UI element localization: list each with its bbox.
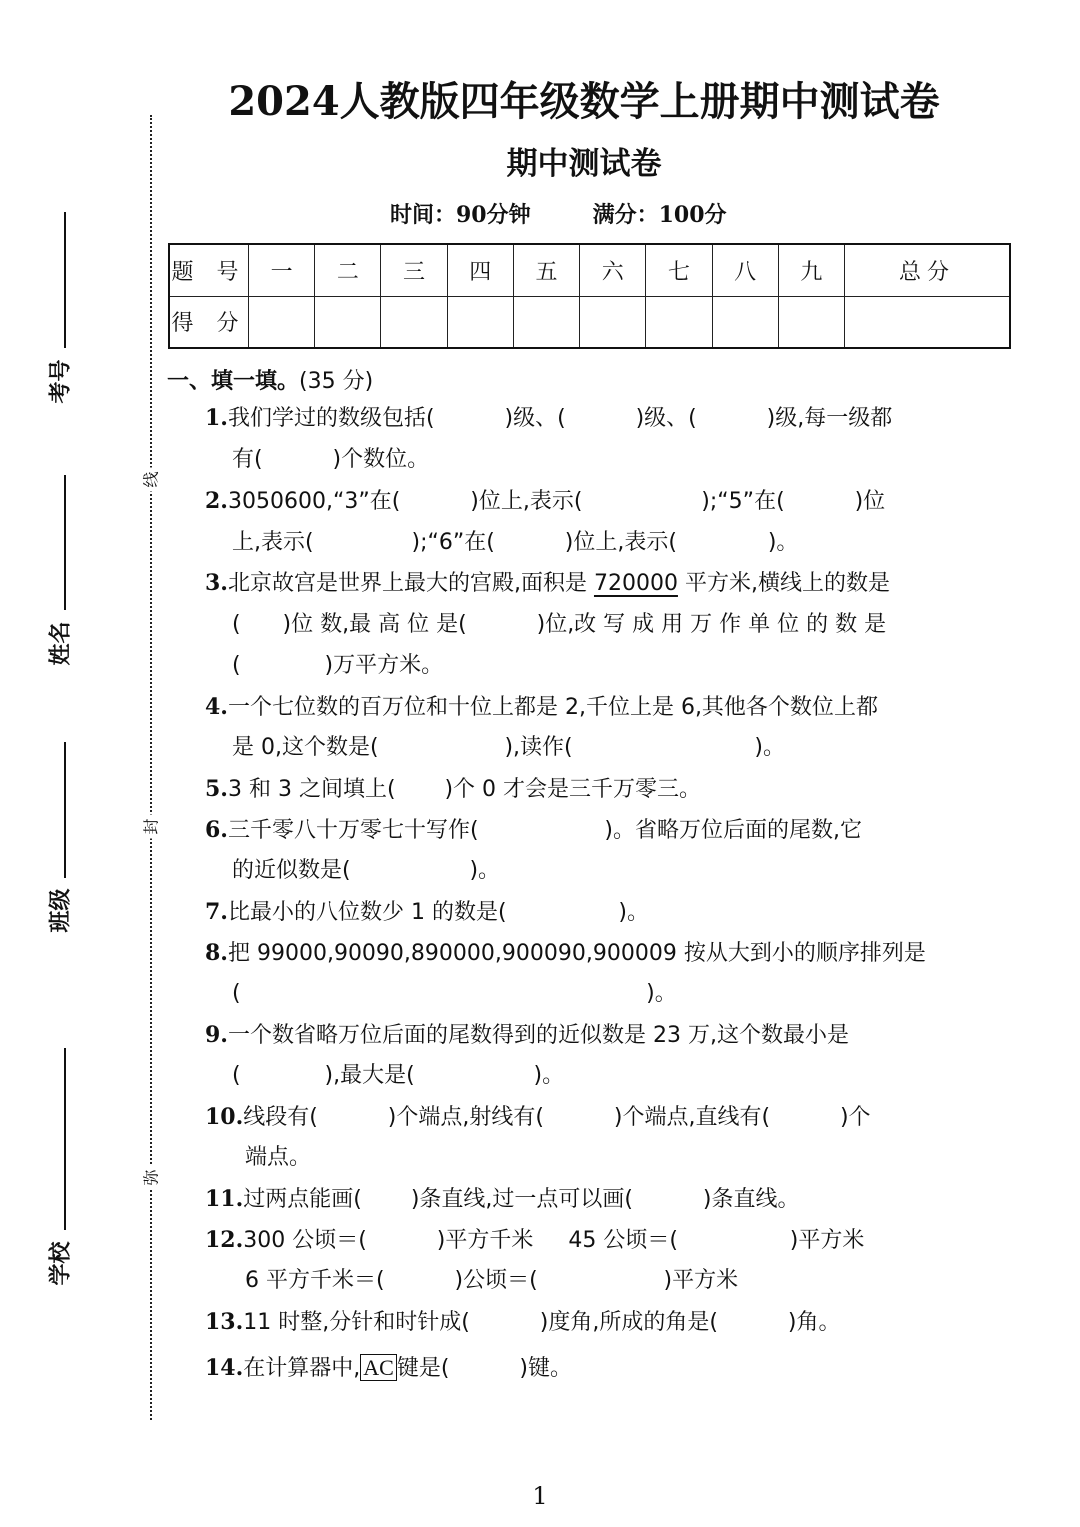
exam-number-field-line[interactable] [64, 212, 66, 348]
page-title: 2024人教版四年级数学上册期中测试卷 [228, 78, 940, 125]
row-header-score: 得 分 [169, 296, 249, 348]
question-8-cont [232, 983, 677, 1005]
question-text: 键是( )键。 [396, 1356, 572, 1381]
section-heading [167, 364, 373, 395]
question-8 [205, 942, 926, 965]
time-label: 时间：90分钟 [390, 202, 531, 228]
question-13 [205, 1311, 840, 1334]
question-number: 8. [205, 940, 228, 966]
question-text: 6 平方千米＝( )公顷＝( )平方米 [245, 1268, 739, 1293]
class-field-line[interactable] [64, 742, 66, 878]
question-number: 1. [205, 405, 228, 431]
class-label: 班级 [48, 888, 74, 933]
seal-mark-line: 线 [139, 468, 162, 492]
question-number: 7. [205, 899, 228, 925]
question-text: 11 时整,分针和时针成( )度角,所成的角是( )角。 [243, 1310, 841, 1335]
school-field-line[interactable] [64, 1048, 66, 1230]
question-text: 比最小的八位数少 1 的数是( )。 [227, 900, 650, 925]
question-text: 上,表示( );“6”在( )位上,表示( )。 [232, 530, 799, 555]
question-6 [205, 819, 862, 842]
question-text: 三千零八十万零七十写作( )。省略万位后面的尾数,它 [227, 818, 863, 843]
question-12 [205, 1229, 864, 1252]
question-2 [205, 490, 885, 513]
question-7 [205, 901, 649, 924]
question-10-cont [245, 1147, 311, 1169]
question-12-cont [245, 1270, 738, 1292]
question-10 [205, 1106, 871, 1129]
seal-mark-mi: 弥 [139, 1166, 162, 1190]
score-table-header-row [169, 244, 1010, 296]
question-text: 把 99000,90090,890000,900090,900009 按从大到小的顺序排列是 [227, 941, 926, 966]
row-header-question: 题 号 [169, 244, 249, 296]
name-field-line[interactable] [64, 475, 66, 610]
question-number: 12. [205, 1227, 244, 1253]
question-number: 9. [205, 1022, 228, 1048]
question-text: ( ),最大是( )。 [232, 1063, 565, 1088]
question-1-cont [232, 449, 429, 471]
question-text: ( )位 数,最 高 位 是( )位,改 写 成 用 万 作 单 位 的 数 是 [232, 612, 887, 637]
score-cell[interactable] [646, 296, 712, 348]
binding-dotted-line [150, 115, 152, 1420]
column-header: 二 [315, 244, 381, 296]
question-text: 3 和 3 之间填上( )个 0 才会是三千万零三。 [227, 777, 702, 802]
question-text: ( )万平方米。 [232, 653, 444, 678]
exam-meta [390, 198, 727, 229]
score-table-score-row [169, 296, 1010, 348]
question-number: 5. [205, 776, 228, 802]
column-header: 四 [447, 244, 513, 296]
underlined-number: 720000 [593, 571, 678, 596]
question-3-cont2 [232, 655, 443, 677]
exam-number-label: 考号 [48, 359, 74, 404]
score-cell[interactable] [249, 296, 315, 348]
ac-key-box: AC [360, 1354, 397, 1381]
question-3-cont [232, 614, 886, 636]
question-5 [205, 778, 701, 801]
question-11 [205, 1188, 800, 1211]
question-number: 4. [205, 694, 228, 720]
column-header: 八 [712, 244, 778, 296]
question-6-cont [232, 860, 500, 882]
name-label: 姓名 [48, 621, 74, 666]
question-number: 3. [205, 570, 228, 596]
question-text: ( )。 [232, 981, 677, 1006]
question-text: 过两点能画( )条直线,过一点可以画( )条直线。 [243, 1187, 800, 1212]
section-points: (35 分) [299, 369, 374, 394]
seal-mark-seal: 封 [139, 815, 162, 839]
score-cell[interactable] [447, 296, 513, 348]
question-text: 有( )个数位。 [232, 447, 430, 472]
question-text: 的近似数是( )。 [232, 858, 501, 883]
question-4-cont [232, 737, 785, 759]
score-label: 满分：100分 [592, 202, 727, 228]
section-title: 一、填一填。 [167, 369, 300, 394]
question-number: 11. [205, 1186, 244, 1212]
question-text: 一个七位数的百万位和十位上都是 2,千位上是 6,其他各个数位上都 [227, 695, 878, 720]
column-header: 九 [778, 244, 844, 296]
question-number: 14. [205, 1355, 244, 1381]
score-table [168, 243, 1011, 349]
question-number: 2. [205, 488, 228, 514]
question-9 [205, 1024, 849, 1047]
page-number: 1 [532, 1482, 548, 1510]
question-text: 是 0,这个数是( ),读作( )。 [232, 735, 786, 760]
question-text: 平方米,横线上的数是 [677, 571, 890, 596]
score-cell[interactable] [381, 296, 447, 348]
question-text: 3050600,“3”在( )位上,表示( );“5”在( )位 [227, 489, 886, 514]
score-cell-total[interactable] [844, 296, 1010, 348]
column-header: 一 [249, 244, 315, 296]
page-subtitle: 期中测试卷 [506, 146, 662, 182]
question-1 [205, 407, 892, 430]
column-header: 六 [580, 244, 646, 296]
question-text: 在计算器中, [243, 1356, 361, 1381]
score-cell[interactable] [712, 296, 778, 348]
score-cell[interactable] [580, 296, 646, 348]
question-9-cont [232, 1065, 564, 1087]
score-cell[interactable] [778, 296, 844, 348]
column-header-total: 总分 [844, 244, 1010, 296]
score-cell[interactable] [513, 296, 579, 348]
question-4 [205, 696, 878, 719]
question-text: 一个数省略万位后面的尾数得到的近似数是 23 万,这个数最小是 [227, 1023, 849, 1048]
question-text: 我们学过的数级包括( )级、( )级、( )级,每一级都 [227, 406, 893, 431]
question-text: 北京故宫是世界上最大的宫殿,面积是 [227, 571, 594, 596]
question-number: 13. [205, 1309, 244, 1335]
question-2-cont [232, 532, 798, 554]
column-header: 七 [646, 244, 712, 296]
question-number: 6. [205, 817, 228, 843]
column-header: 五 [513, 244, 579, 296]
question-14 [205, 1357, 572, 1380]
school-label: 学校 [48, 1241, 74, 1286]
question-text: 端点。 [245, 1145, 312, 1170]
column-header: 三 [381, 244, 447, 296]
question-number: 10. [205, 1104, 244, 1130]
question-text: 线段有( )个端点,射线有( )个端点,直线有( )个 [243, 1105, 871, 1130]
question-text: 300 公顷＝( )平方千米 45 公顷＝( )平方米 [243, 1228, 865, 1253]
question-3 [205, 572, 890, 595]
score-cell[interactable] [315, 296, 381, 348]
